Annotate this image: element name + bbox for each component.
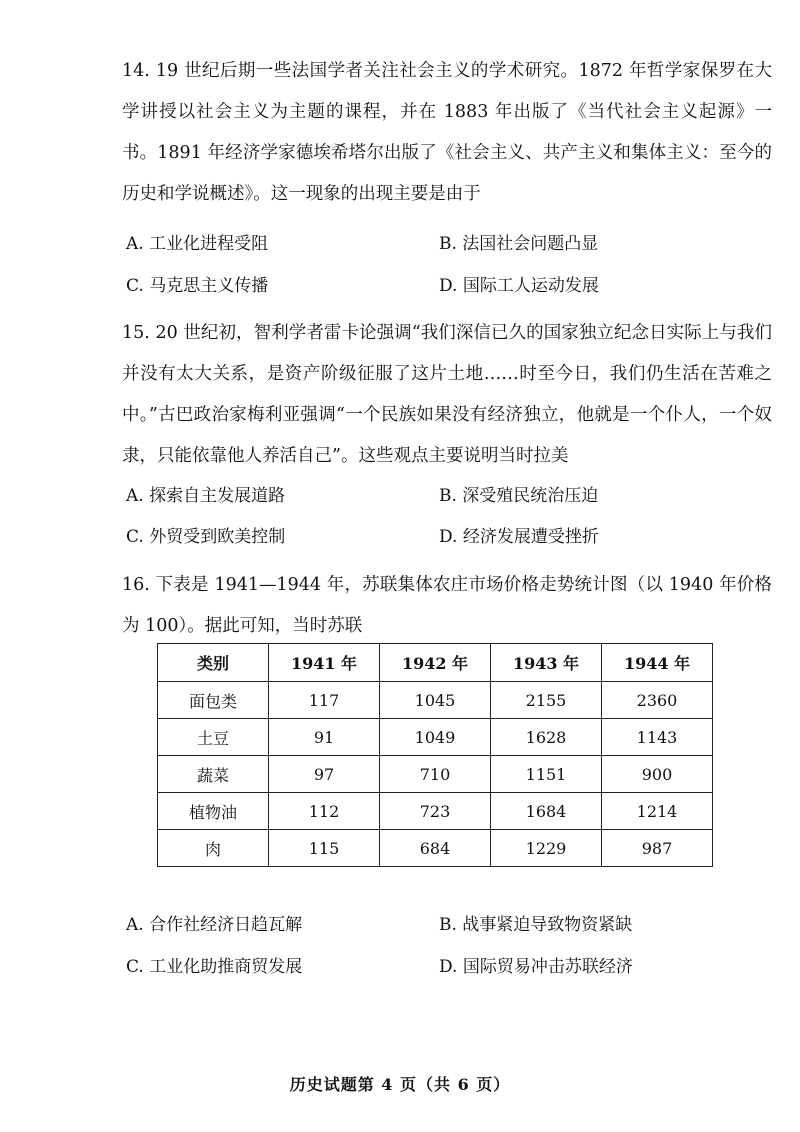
table-cell: 1684 [491, 793, 602, 830]
page-footer: 历史试题第 4 页（共 6 页） [289, 1075, 511, 1094]
table-cell: 1229 [491, 830, 602, 867]
question-15-option-a: A. 探索自主发展道路 [126, 486, 286, 506]
table-row [158, 682, 713, 719]
table-row [158, 830, 713, 867]
question-14-option-a: A. 工业化进程受阻 [126, 234, 269, 254]
table-cell: 2155 [491, 682, 602, 719]
table-header-cell: 1941 年 [269, 644, 380, 682]
table-cell: 987 [602, 830, 713, 867]
question-16-option-a: A. 合作社经济日趋瓦解 [126, 915, 303, 935]
question-14-stem: 14. 19 世纪后期一些法国学者关注社会主义的学术研究。1872 年哲学家保罗在大学讲授以社会主义为主题的课程，并在 1883 年出版了《当代社会主义起源》一书。1891 年经济学家德埃希塔尔出版了《社会主义、共产主义和集体主义：至今的历史和学说概述》。这一现象的出现主要是由于 [122, 61, 772, 204]
question-15-option-b: B. 深受殖民统治压迫 [439, 486, 599, 506]
table-cell: 2360 [602, 682, 713, 719]
table-header-cell: 类别 [158, 644, 269, 682]
table-row [158, 719, 713, 756]
question-15-option-d: D. 经济发展遭受挫折 [439, 527, 599, 547]
question-14-option-b: B. 法国社会问题凸显 [439, 234, 599, 254]
table-cell: 710 [380, 756, 491, 793]
table-cell: 1143 [602, 719, 713, 756]
question-16-option-d: D. 国际贸易冲击苏联经济 [439, 957, 633, 977]
question-15-option-c: C. 外贸受到欧美控制 [126, 527, 286, 547]
question-14-option-c: C. 马克思主义传播 [126, 276, 269, 296]
question-16-option-c: C. 工业化助推商贸发展 [126, 957, 303, 977]
table-cell: 115 [269, 830, 380, 867]
table-cell: 684 [380, 830, 491, 867]
table-header-row [158, 644, 713, 682]
table-cell: 1628 [491, 719, 602, 756]
table-cell: 117 [269, 682, 380, 719]
table-header-cell: 1944 年 [602, 644, 713, 682]
table-cell: 土豆 [158, 719, 269, 756]
table-cell: 面包类 [158, 682, 269, 719]
table-row [158, 793, 713, 830]
table-cell: 肉 [158, 830, 269, 867]
table-header-cell: 1943 年 [491, 644, 602, 682]
table-cell: 1214 [602, 793, 713, 830]
table-cell: 91 [269, 719, 380, 756]
price-table [157, 643, 713, 867]
table-header-cell: 1942 年 [380, 644, 491, 682]
table-cell: 1045 [380, 682, 491, 719]
table-cell: 723 [380, 793, 491, 830]
table-cell: 蔬菜 [158, 756, 269, 793]
table-cell: 900 [602, 756, 713, 793]
table-cell: 植物油 [158, 793, 269, 830]
table-cell: 1151 [491, 756, 602, 793]
table-cell: 1049 [380, 719, 491, 756]
table-row [158, 756, 713, 793]
question-15-stem: 15. 20 世纪初，智利学者雷卡论强调“我们深信已久的国家独立纪念日实际上与我们并没有太大关系，是资产阶级征服了这片土地……时至今日，我们仍生活在苦难之中。”古巴政治家梅利亚强调“一个民族如果没有经济独立，他就是一个仆人，一个奴隶，只能依靠他人养活自己”。这些观点主要说明当时拉美 [122, 323, 772, 466]
question-16-option-b: B. 战事紧迫导致物资紧缺 [439, 915, 633, 935]
table-cell: 97 [269, 756, 380, 793]
table-cell: 112 [269, 793, 380, 830]
question-14-option-d: D. 国际工人运动发展 [439, 276, 599, 296]
question-16-stem: 16. 下表是 1941—1944 年，苏联集体农庄市场价格走势统计图（以 1940 年价格为 100）。据此可知，当时苏联 [122, 575, 772, 636]
